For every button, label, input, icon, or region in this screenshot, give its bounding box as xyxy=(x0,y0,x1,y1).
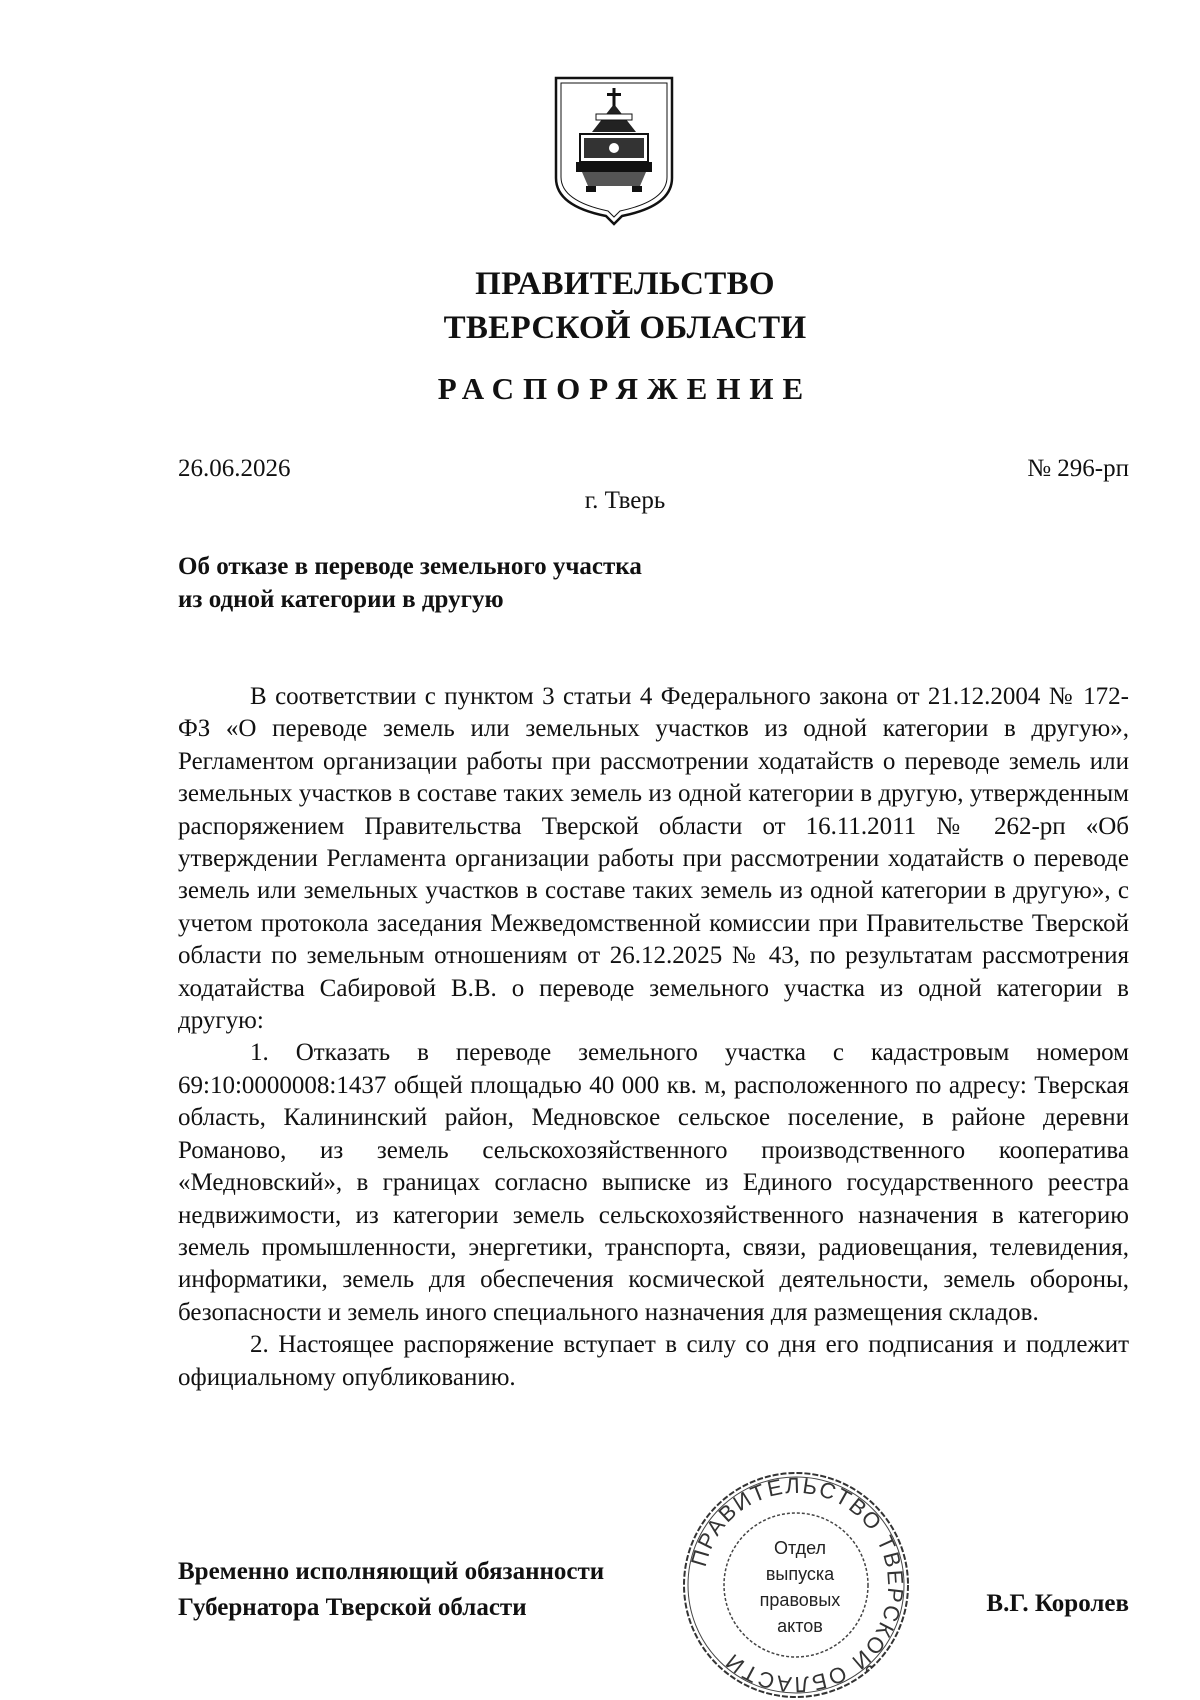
government-title xyxy=(0,262,1200,350)
body-paragraph-3: 2. Настоящее распоряжение вступает в силу со дня его подписания и подлежит официальному опубликованию. xyxy=(178,1331,1129,1391)
body-paragraph-2: 1. Отказать в переводе земельного участка с кадастровым номером 69:10:0000008:1437 общей площадью 40 000 кв. м, расположенного по адресу: Тверская область, Калининский район, Медновское сельское поселение, в районе деревни Романово, из земель сельскохозяйственного производственного кооператива «Медновский», в границах согласно выписке из Единого государственного реестра недвижимости, из категории земель сельскохозяйственного назначения в категорию земель промышленности, энергетики, транспорта, связи, радиовещания, телевидения, информатики, земель для обеспечения космической деятельности, земель обороны, безопасности и земель иного специального назначения для размещения складов. xyxy=(178,1039,1129,1326)
stamp-inner-line2: выпуска xyxy=(765,1564,835,1584)
document-number: № 296-рп xyxy=(1027,455,1129,482)
stamp-inner-line4: актов xyxy=(777,1616,823,1636)
signatory-position xyxy=(178,1554,604,1626)
subject-line1: Об отказе в переводе земельного участка xyxy=(178,553,642,580)
body-paragraph-1: В соответствии с пунктом 3 статьи 4 Федерального закона от 21.12.2004 № 172-ФЗ «О переводе земель или земельных участков из одной категории в другую», Регламентом организации работы при рассмотрении ходатайств о переводе земель или земельных участков в составе таких земель из одной категории в другую, утвержденным распоряжением Правительства Тверской области от 16.11.2011 № 262-рп «Об утверждении Регламента организации работы при рассмотрении ходатайств о переводе земель или земельных участков в составе таких земель из одной категории в другую», с учетом протокола заседания Межведомственной комиссии при Правительстве Тверской области по земельным отношениям от 26.12.2025 № 43, по результатам рассмотрения ходатайства Сабировой В.В. о переводе земельного участка из одной категории в другую: xyxy=(178,683,1129,1035)
signatory-name: В.Г. Королев xyxy=(986,1590,1129,1617)
stamp-ring-text: ПРАВИТЕЛЬСТВО ТВЕРСКОЙ ОБЛАСТИ xyxy=(685,1472,909,1698)
signatory-position-line2: Губернатора Тверской области xyxy=(178,1594,527,1621)
document-type: РАСПОРЯЖЕНИЕ xyxy=(437,371,813,406)
signatory-position-line1: Временно исполняющий обязанности xyxy=(178,1558,605,1585)
stamp-inner-line3: правовых xyxy=(759,1590,841,1610)
tver-coat-of-arms-icon xyxy=(552,74,676,226)
document-body xyxy=(178,681,1129,1394)
stamp-inner-line1: Отдел xyxy=(773,1538,827,1558)
government-title-line2: ТВЕРСКОЙ ОБЛАСТИ xyxy=(443,310,807,346)
stamp-inner-text xyxy=(740,1535,860,1639)
document-city: г. Тверь xyxy=(584,487,666,514)
subject-line2: из одной категории в другую xyxy=(178,586,504,613)
government-title-line1: ПРАВИТЕЛЬСТВО xyxy=(475,266,775,302)
document-date: 26.06.2026 xyxy=(178,455,291,482)
document-subject xyxy=(178,550,642,616)
